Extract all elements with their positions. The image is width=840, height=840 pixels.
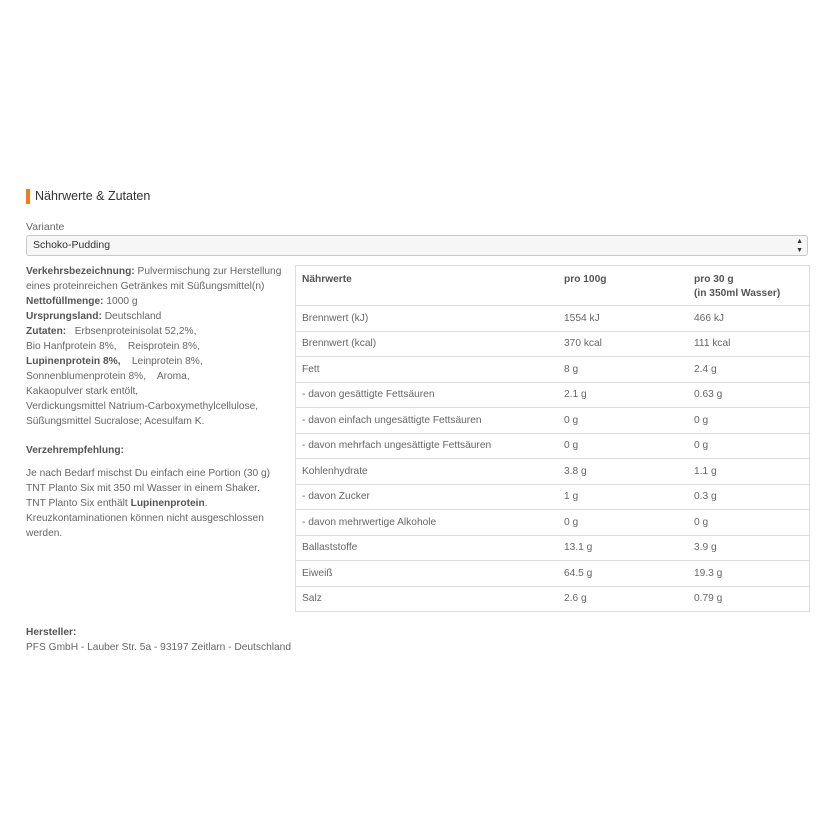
per-100g-cell: 1554 kJ xyxy=(558,306,688,332)
designation xyxy=(26,264,288,294)
table-row xyxy=(296,484,810,510)
nutrient-cell: Brennwert (kcal) xyxy=(296,331,559,357)
per-portion-cell: 0 g xyxy=(688,510,810,536)
table-row xyxy=(296,382,810,408)
nutrient-cell: - davon mehrwertige Alkohole xyxy=(296,510,559,536)
allergen-prefix: TNT Planto Six enthält xyxy=(26,498,128,509)
ingredients-line-5: Kakaopulver stark entölt, xyxy=(26,386,139,397)
ingredients-line-1: Erbsenproteinisolat 52,2%, xyxy=(74,326,197,337)
ingredients xyxy=(26,324,288,429)
nutrition-table xyxy=(295,265,810,612)
ingredients-line-7: Süßungsmittel Sucralose; Acesulfam K. xyxy=(26,416,205,427)
ingredients-label: Zutaten: xyxy=(26,326,67,337)
table-row xyxy=(296,510,810,536)
usage-label-text: Verzehrempfehlung: xyxy=(26,445,124,456)
header-per-100g: pro 100g xyxy=(558,266,688,306)
allergen-bold: Lupinenprotein xyxy=(130,498,205,509)
product-info xyxy=(26,264,288,541)
net-value: 1000 g xyxy=(106,296,138,307)
table-row xyxy=(296,306,810,332)
manufacturer-label: Hersteller: xyxy=(26,627,77,638)
allergen-note xyxy=(26,496,288,541)
per-portion-cell: 2.4 g xyxy=(688,357,810,383)
designation-label: Verkehrsbezeichnung: xyxy=(26,266,135,277)
per-portion-cell: 0.79 g xyxy=(688,586,810,612)
table-row xyxy=(296,408,810,434)
manufacturer xyxy=(26,625,291,655)
origin-label: Ursprungsland: xyxy=(26,311,102,322)
updown-arrow-icon: ▲ ▼ xyxy=(796,237,803,254)
per-100g-cell: 2.1 g xyxy=(558,382,688,408)
per-100g-cell: 0 g xyxy=(558,433,688,459)
nutrient-cell: Salz xyxy=(296,586,559,612)
header-per-portion-line-2: (in 350ml Wasser) xyxy=(694,288,781,299)
per-portion-cell: 0 g xyxy=(688,433,810,459)
nutrient-cell: Fett xyxy=(296,357,559,383)
variant-selected-value: Schoko-Pudding xyxy=(33,239,111,251)
per-100g-cell: 0 g xyxy=(558,408,688,434)
nutrient-cell: - davon mehrfach ungesättigte Fettsäuren xyxy=(296,433,559,459)
ingredients-line-4: Sonnenblumenprotein 8%, Aroma, xyxy=(26,371,190,382)
per-portion-cell: 19.3 g xyxy=(688,561,810,587)
table-row xyxy=(296,586,810,612)
per-100g-cell: 8 g xyxy=(558,357,688,383)
nutrient-cell: Ballaststoffe xyxy=(296,535,559,561)
designation-text: Pulvermischung zur Herstellung eines proteinreichen Getränkes mit Süßungsmittel(n) xyxy=(26,266,282,292)
ingredients-lupine: Lupinenprotein 8%, xyxy=(26,356,121,367)
per-portion-cell: 0.63 g xyxy=(688,382,810,408)
variant-label: Variante xyxy=(26,221,65,233)
per-100g-cell: 1 g xyxy=(558,484,688,510)
nutrient-cell: Brennwert (kJ) xyxy=(296,306,559,332)
usage-label xyxy=(26,443,288,458)
per-100g-cell: 13.1 g xyxy=(558,535,688,561)
ingredients-line-2: Bio Hanfprotein 8%, Reisprotein 8%, xyxy=(26,341,200,352)
per-portion-cell: 0 g xyxy=(688,408,810,434)
nutrient-cell: Kohlenhydrate xyxy=(296,459,559,485)
table-row xyxy=(296,433,810,459)
per-portion-cell: 466 kJ xyxy=(688,306,810,332)
nutrient-cell: - davon gesättigte Fettsäuren xyxy=(296,382,559,408)
variant-select[interactable] xyxy=(26,235,808,256)
per-100g-cell: 3.8 g xyxy=(558,459,688,485)
table-row xyxy=(296,535,810,561)
table-row xyxy=(296,561,810,587)
usage-text: Je nach Bedarf mischst Du einfach eine Portion (30 g) TNT Planto Six mit 350 ml Wasser in einem Shaker. xyxy=(26,468,271,494)
allergen-suffix: . Kreuzkontaminationen können nicht ausgeschlossen werden. xyxy=(26,498,264,539)
origin-value: Deutschland xyxy=(104,311,162,322)
origin xyxy=(26,309,288,324)
manufacturer-value: PFS GmbH - Lauber Str. 5a - 93197 Zeitlarn - Deutschland xyxy=(26,642,291,653)
per-100g-cell: 0 g xyxy=(558,510,688,536)
header-nutrient: Nährwerte xyxy=(296,266,559,306)
header-per-portion-line-1: pro 30 g xyxy=(694,274,734,285)
per-100g-cell: 2.6 g xyxy=(558,586,688,612)
table-row xyxy=(296,459,810,485)
per-100g-cell: 370 kcal xyxy=(558,331,688,357)
nutrient-cell: Eiweiß xyxy=(296,561,559,587)
per-portion-cell: 0.3 g xyxy=(688,484,810,510)
net-quantity xyxy=(26,294,288,309)
ingredients-line-6: Verdickungsmittel Natrium-Carboxymethylcellulose, xyxy=(26,401,259,412)
table-row xyxy=(296,357,810,383)
table-row xyxy=(296,331,810,357)
net-label: Nettofüllmenge: xyxy=(26,296,104,307)
per-portion-cell: 111 kcal xyxy=(688,331,810,357)
per-100g-cell: 64.5 g xyxy=(558,561,688,587)
section-title: Nährwerte & Zutaten xyxy=(26,189,150,204)
nutrient-cell: - davon Zucker xyxy=(296,484,559,510)
header-per-portion xyxy=(688,266,810,306)
per-portion-cell: 1.1 g xyxy=(688,459,810,485)
nutrient-cell: - davon einfach ungesättigte Fettsäuren xyxy=(296,408,559,434)
per-portion-cell: 3.9 g xyxy=(688,535,810,561)
ingredients-line-3: Leinprotein 8%, xyxy=(131,356,203,367)
nutrition-header-row xyxy=(296,266,810,306)
